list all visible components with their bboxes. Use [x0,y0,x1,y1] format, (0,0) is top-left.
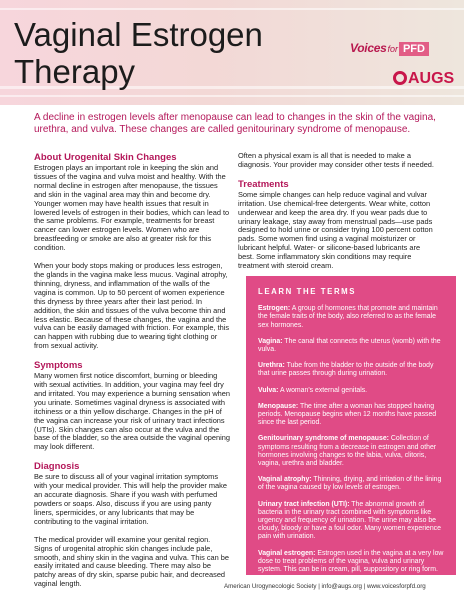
about-paragraph-1: Estrogen plays an important role in keeping the skin and tissues of the vagina and vulva moist and healthy. With the normal decline in estrogen after menopause, the tissues and skin in the vaginal area may thin and become dry. Younger women may have health issues that result in lowered levels of estrogen in their bodies, which can lead to the same problems. For example, treatments for breast cancer can lower estrogen levels. Women who are breastfeeding or smoke are also at greater risk for this condition. [34,163,230,253]
term-label: Vulva: [258,386,279,394]
diagnosis-paragraph-3: Often a physical exam is all that is needed to make a diagnosis. Your provider may consider other tests if needed. [238,151,434,169]
term-definition: The time after a woman has stopped having periods. Menopause begins when 12 months have passed since the last period. [258,402,437,427]
term-label: Vaginal estrogen: [258,549,316,557]
term-label: Vagina: [258,337,283,345]
term-label: Vaginal atrophy: [258,476,312,484]
title-line-2: Therapy [14,53,136,90]
term-uti [258,501,446,542]
voices-for-pfd-logo [350,41,429,57]
term-label: Urethra: [258,362,285,370]
header-stripe [0,8,464,10]
term-label: Genitourinary syndrome of menopause: [258,435,389,443]
term-label: Urinary tract infection (UTI): [258,500,350,508]
term-vulva [258,387,446,395]
term-vaginal-atrophy [258,476,446,492]
term-genitourinary-syndrome [258,435,446,468]
voices-logo-pfd: PFD [399,42,429,56]
symptoms-paragraph: Many women first notice discomfort, burning or bleeding with sexual activities. In addition, your vagina may feel dry and irritated. You may experience a burning sensation when you urinate. Sometimes vaginal dryness is associated with itchiness or a thin yellow discharge. Changes in the pH of the vagina can increase your risk of urinary tract infections (UTIs). Skin changes can also occur at the vulva and the base of the bladder, so the area outside the vaginal opening may look different. [34,371,230,452]
header-banner [0,0,464,105]
section-heading-symptoms: Symptoms [34,360,83,372]
header-stripe [0,95,464,97]
left-column [34,152,230,598]
term-label: Estrogen: [258,305,291,313]
title-line-1: Vaginal Estrogen [14,16,263,53]
term-definition: A group of hormones that promote and maintain the female traits of the body, also referred to as the female sex hormones. [258,305,438,329]
term-definition: A woman's external genitals. [278,386,368,394]
diagnosis-paragraph-1: Be sure to discuss all of your vaginal irritation symptoms with your medical provider. This will help the provider make an accurate diagnosis. Share if you wash with perfumed powders or soaps. Also, discuss if you are using panty liners, spermicides, or any lubricants that may be contributing to the vaginal irritation. [34,472,227,526]
term-definition: Estrogen used in the vagina at a very low dose to treat problems of the vagina, vulva and urinary system. This can be in cream, pill, suppository or ring form. [258,549,444,574]
term-vaginal-estrogen [258,550,446,575]
term-urethra [258,362,446,378]
section-heading-diagnosis: Diagnosis [34,461,80,473]
terms-heading: LEARN THE TERMS [258,287,357,296]
term-definition: Collection of symptoms resulting from a decrease in estrogen and other hormones involving changes to the labia, vulva, clitoris, vagina, urethra and bladder. [258,435,437,468]
augs-logo-text: AUGS [408,70,455,87]
page-title [14,16,263,90]
diagnosis-paragraph-2: The medical provider will examine your genital region. Signs of urogenital atrophic skin changes include pale, smooth, and shiny skin in the vagina and vulva. This can be easily irritated and cause bleeding. There may also be patchy areas of dry skin, sparse pubic hair, and decreased vaginal length. [34,534,230,589]
term-definition: Tube from the bladder to the outside of the body that urine passes through during urination. [258,362,434,378]
footer-contact: American Urogynecologic Society | info@augs.org | www.voicesforpfd.org [224,583,426,590]
about-paragraph-2: When your body stops making or produces less estrogen, the glands in the vagina make less mucus. Vaginal atrophy, thinning, dryness, and inflammation of the walls of the vagina is common. Up to 50 percent of women experience this dryness by three years after their last period. In addition, the skin and tissues of the vulva become thin and less elastic. Because of these changes, the vagina and the vulva can be easily damaged with friction. For example, this can happen with rubbing due to wearing tight clothing or from sexual activity. [34,261,230,351]
term-definition: The canal that connects the uterus (womb) with the vulva. [258,337,441,354]
treatments-paragraph: Some simple changes can help reduce vaginal and vulvar irritation. Use chemical-free detergents. Wear white, cotton underwear and keep the area dry. If you wear pads due to urinary leakage, stay away from menstrual pads—use pads designed to hold urine or consider trying 100 percent cotton pads. Some women find using a vaginal moisturizer or lubricant helpful. Water- or silicone-based lubricants are best. Some inflammatory skin conditions may require treatment with steroid cream. [238,189,433,271]
term-label: Menopause: [258,402,299,410]
voices-logo-word: Voices [350,41,387,55]
term-menopause [258,403,446,428]
learn-the-terms-box [246,276,456,575]
section-heading-about: About Urogenital Skin Changes [34,152,177,163]
term-definition: Thinning, drying, and irritation of the lining of the vagina caused by low levels of estrogen. [258,476,442,492]
voices-logo-for: for [387,44,398,54]
intro-text: A decline in estrogen levels after menopause can lead to changes in the skin of the vagina, urethra, and vulva. These changes are called genitourinary syndrome of menopause. [34,112,436,135]
section-heading-treatments: Treatments [238,178,289,190]
augs-circle-icon [393,71,407,85]
augs-logo [393,70,454,88]
term-definition: The abnormal growth of bacteria in the urinary tract combined with symptoms like urgency and frequency of urination. The urine may also be cloudy, bloody or have a foul odor. Many women experience pain with urination. [258,500,441,541]
term-estrogen [258,305,446,330]
right-column [238,152,438,280]
term-vagina [258,338,446,354]
